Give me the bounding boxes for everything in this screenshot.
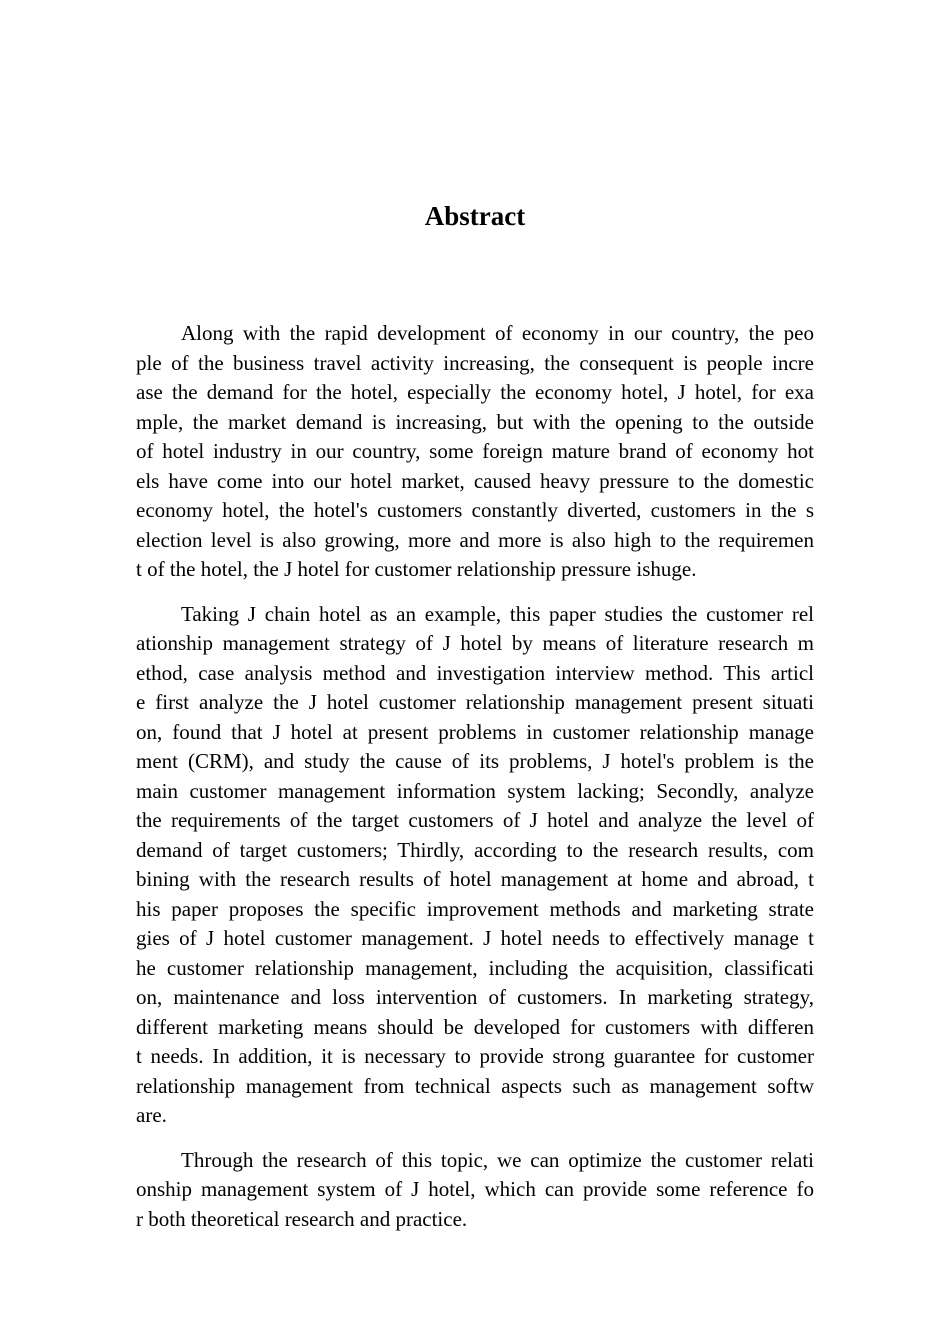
paragraph-line: ase the demand for the hotel, especially the economy hotel, J hotel, for exa — [136, 380, 814, 404]
abstract-body — [136, 319, 814, 1249]
paragraph-line: main customer management information system lacking; Secondly, analyze — [136, 778, 814, 803]
paragraph-line: t needs. In addition, it is necessary to provide strong guarantee for customer — [136, 1044, 814, 1068]
paragraph-line: his paper proposes the specific improvement methods and marketing strate — [136, 896, 814, 921]
paragraph-line: demand of target customers; Thirdly, according to the research results, com — [136, 837, 814, 862]
paragraph-3 — [136, 1146, 814, 1235]
paragraph-line: the requirements of the target customers of J hotel and analyze the level of — [136, 808, 814, 832]
paragraph-line: economy hotel, the hotel's customers constantly diverted, customers in the s — [136, 498, 814, 522]
paragraph-line: Taking J chain hotel as an example, this paper studies the customer rel — [181, 601, 814, 626]
paragraph-line: Along with the rapid development of economy in our country, the peo — [181, 321, 814, 345]
paragraph-line: ethod, case analysis method and investigation interview method. This articl — [136, 660, 814, 685]
paragraph-line: ment (CRM), and study the cause of its problems, J hotel's problem is the — [136, 749, 814, 773]
paragraph-line: r both theoretical research and practice. — [136, 1206, 468, 1231]
paragraph-1 — [136, 319, 814, 585]
paragraph-line: ple of the business travel activity increasing, the consequent is people incre — [136, 350, 814, 375]
paragraph-line: ationship management strategy of J hotel by means of literature research m — [136, 631, 814, 655]
paragraph-line: election level is also growing, more and more is also high to the requiremen — [136, 527, 814, 552]
paragraph-2 — [136, 600, 814, 1131]
paragraph-line: t of the hotel, the J hotel for customer relationship pressure ishuge. — [136, 557, 697, 581]
paragraph-line: onship management system of J hotel, which can provide some reference fo — [136, 1177, 814, 1201]
paragraph-line: relationship management from technical aspects such as management softw — [136, 1073, 814, 1098]
paragraph-line: bining with the research results of hotel management at home and abroad, t — [136, 867, 814, 891]
paragraph-line: are. — [136, 1103, 167, 1127]
paragraph-line: different marketing means should be developed for customers with differen — [136, 1014, 814, 1039]
paragraph-line: he customer relationship management, including the acquisition, classificati — [136, 955, 814, 980]
paragraph-line: of hotel industry in our country, some foreign mature brand of economy hot — [136, 439, 814, 463]
paragraph-line: on, found that J hotel at present problems in customer relationship manage — [136, 719, 814, 744]
paragraph-line: Through the research of this topic, we can optimize the customer relati — [181, 1147, 814, 1172]
page-title: Abstract — [424, 201, 526, 231]
paragraph-line: gies of J hotel customer management. J hotel needs to effectively manage t — [136, 926, 814, 950]
paragraph-line: on, maintenance and loss intervention of customers. In marketing strategy, — [136, 985, 814, 1009]
paragraph-line: els have come into our hotel market, caused heavy pressure to the domestic — [136, 468, 814, 493]
paragraph-line: e first analyze the J hotel customer relationship management present situati — [136, 690, 814, 714]
paragraph-line: mple, the market demand is increasing, but with the opening to the outside — [136, 409, 814, 434]
